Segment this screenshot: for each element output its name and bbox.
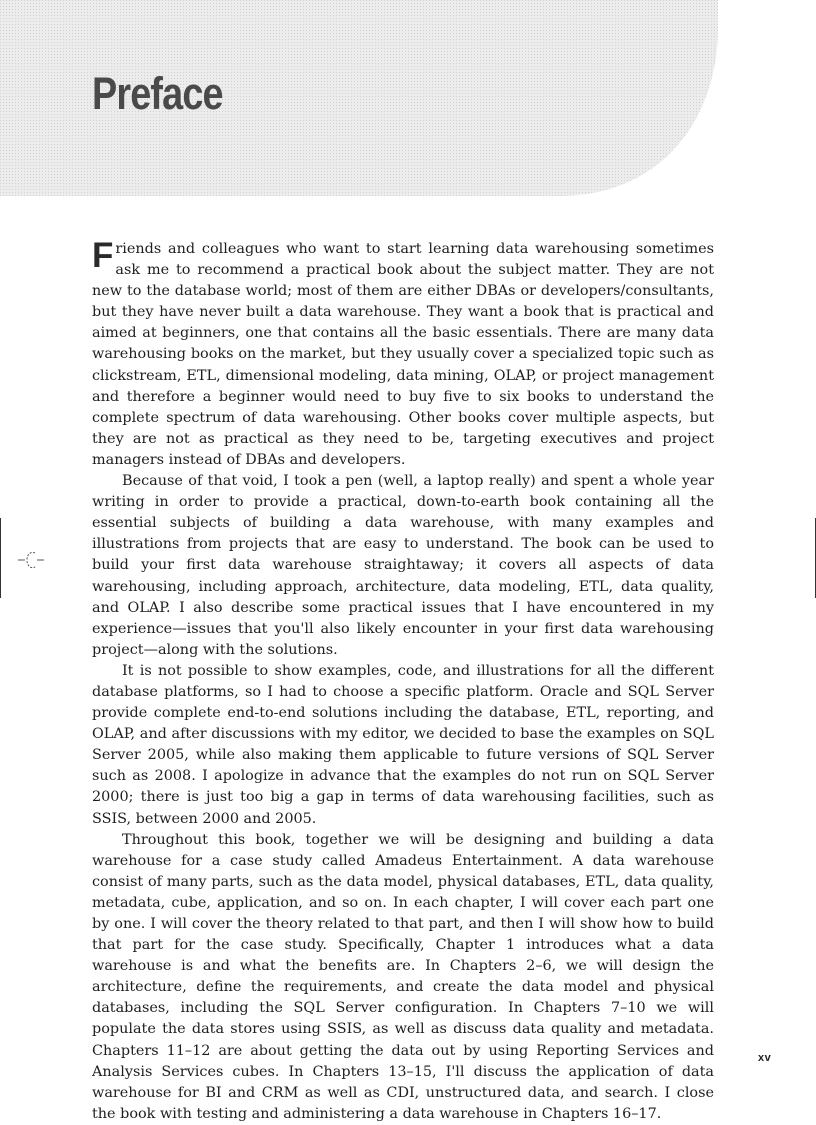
registration-mark-icon	[18, 548, 44, 572]
drop-cap: F	[92, 236, 114, 275]
paragraph-1	[92, 236, 714, 471]
chapter-title: Preface	[92, 68, 223, 119]
preface-body	[92, 236, 714, 1125]
paragraph-1-text: riends and colleagues who want to start learning data warehousing sometimes ask me to recommend a practical book about the subject matter. They are not new to the database world; most of them are either DBAs or developers/consultants, but they have never built a data warehouse. They want a book that is practical and aimed at beginners, one that contains all the basic essentials. There are many data warehousing books on the market, but they usually cover a specialized topic such as clickstream, ETL, dimensional modeling, data mining, OLAP, or project management and therefore a beginner would need to buy five to six books to understand the complete spectrum of data warehousing. Other books cover multiple aspects, but they are not as practical as they need to be, targeting executives and project managers instead of DBAs and developers.	[92, 241, 714, 468]
paragraph-2: Because of that void, I took a pen (well, a laptop really) and spent a whole year writing in order to provide a practical, down-to-earth book containing all the essential subjects of building a data warehouse, with many examples and illustrations from projects that are easy to understand. The book can be used to build your first data warehouse straightaway; it covers all aspects of data warehousing, including approach, architecture, data modeling, ETL, data quality, and OLAP. I also describe some practical issues that I have encountered in my experience—issues that you'll also likely encounter in your first data warehousing project—along with the solutions.	[92, 473, 714, 658]
left-margin-mark	[0, 518, 1, 598]
page-number: xv	[758, 1052, 772, 1064]
paragraph-3: It is not possible to show examples, code, and illustrations for all the different database platforms, so I had to choose a specific platform. Oracle and SQL Server provide complete end-to-end solutions including the database, ETL, reporting, and OLAP, and after discussions with my editor, we decided to base the examples on SQL Server 2005, while also making them applicable to future versions of SQL Server such as 2008. I apologize in advance that the examples do not run on SQL Server 2000; there is just too big a gap in terms of data warehousing facilities, such as SSIS, between 2000 and 2005.	[92, 662, 714, 827]
paragraph-4: Throughout this book, together we will be designing and building a data warehouse for a case study called Amadeus Entertainment. A data warehouse consist of many parts, such as the data model, physical databases, ETL, data quality, metadata, cube, application, and so on. In each chapter, I will cover each part one by one. I will cover the theory related to that part, and then I will show how to build that part for the case study. Specifically, Chapter 1 introduces what a data warehouse is and what the benefits are. In Chapters 2–6, we will design the architecture, define the requirements, and create the data model and physical databases, including the SQL Server configuration. In Chapters 7–10 we will populate the data stores using SSIS, as well as discuss data quality and metadata. Chapters 11–12 are about getting the data out by using Reporting Services and Analysis Services cubes. In Chapters 13–15, I'll discuss the application of data warehouse for BI and CRM as well as CDI, unstructured data, and search. I close the book with testing and administering a data warehouse in Chapters 16–17.	[92, 831, 714, 1122]
